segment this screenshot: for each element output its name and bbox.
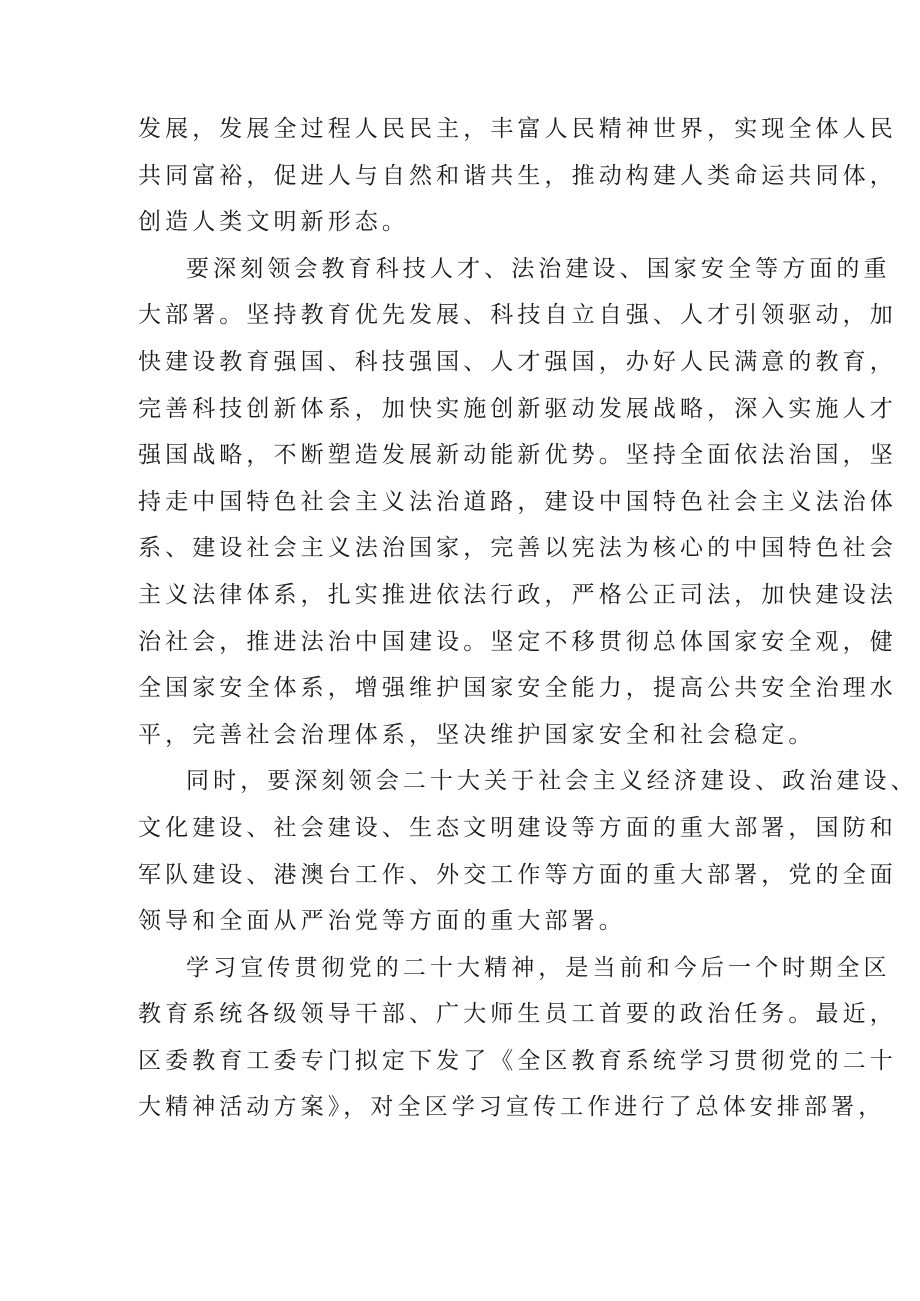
text-line: 持走中国特色社会主义法治道路，建设中国特色社会主义法治体 — [138, 488, 897, 515]
text-line: 创造人类文明新形态。 — [138, 209, 409, 236]
text-line: 军队建设、港澳台工作、外交工作等方面的重大部署，党的全面 — [138, 861, 897, 888]
text-line: 快建设教育强国、科技强国、人才强国，办好人民满意的教育， — [138, 348, 897, 375]
document-body — [138, 106, 918, 1131]
text-line: 发展，发展全过程人民民主，丰富人民精神世界，实现全体人民 — [138, 116, 897, 142]
text-line: 学习宣传贯彻党的二十大精神，是当前和今后一个时期全区 — [186, 954, 891, 981]
text-line: 大部署。坚持教育优先发展、科技自立自强、人才引领驱动，加 — [138, 302, 897, 329]
text-line: 文化建设、社会建设、生态文明建设等方面的重大部署，国防和 — [138, 814, 897, 841]
paragraph-education-law-security — [138, 246, 897, 759]
text-line: 全国家安全体系，增强维护国家安全能力，提高公共安全治理水 — [138, 675, 897, 702]
text-line: 区委教育工委专门拟定下发了《全区教育系统学习贯彻党的二十 — [138, 1047, 897, 1074]
text-line: 大精神活动方案》，对全区学习宣传工作进行了总体安排部署， — [138, 1094, 886, 1121]
text-line: 教育系统各级领导干部、广大师生员工首要的政治任务。最近， — [138, 1001, 897, 1028]
text-line: 主义法律体系，扎实推进依法行政，严格公正司法，加快建设法 — [138, 581, 897, 608]
text-line: 强国战略，不断塑造发展新动能新优势。坚持全面依法治国，坚 — [138, 442, 897, 469]
text-line: 领导和全面从严治党等方面的重大部署。 — [138, 908, 626, 935]
text-line: 平，完善社会治理体系，坚决维护国家安全和社会稳定。 — [138, 721, 816, 748]
text-line: 同时，要深刻领会二十大关于社会主义经济建设、政治建设、 — [186, 768, 918, 795]
text-line: 系、建设社会主义法治国家，完善以宪法为核心的中国特色社会 — [138, 535, 897, 562]
paragraph-continuation — [138, 106, 897, 246]
text-line: 要深刻领会教育科技人才、法治建设、国家安全等方面的重 — [186, 255, 891, 282]
paragraph-study-plan — [138, 945, 897, 1131]
text-line: 完善科技创新体系，加快实施创新驱动发展战略，深入实施人才 — [138, 395, 897, 422]
paragraph-other-deployments — [138, 758, 918, 944]
text-line: 治社会，推进法治中国建设。坚定不移贯彻总体国家安全观，健 — [138, 628, 897, 655]
text-line: 共同富裕，促进人与自然和谐共生，推动构建人类命运共同体， — [138, 162, 897, 189]
